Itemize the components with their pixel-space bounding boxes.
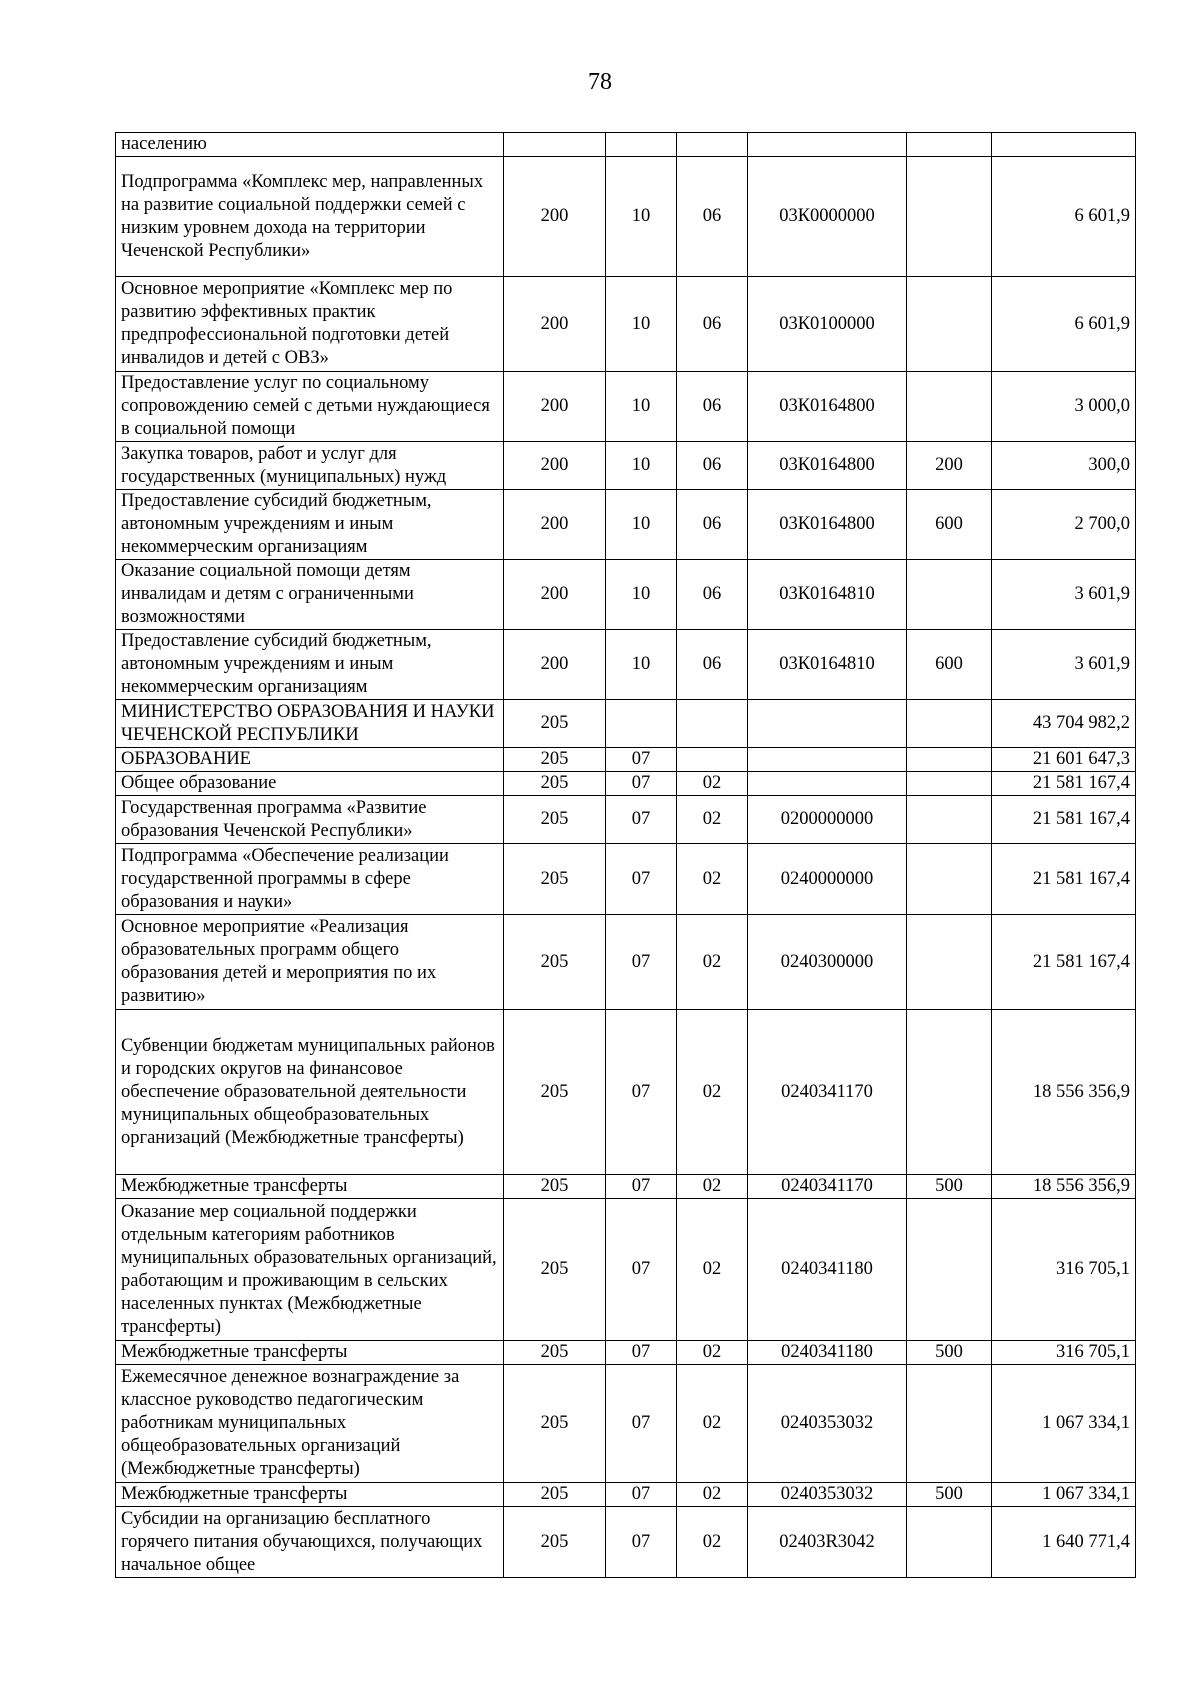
row-subsection: 02 (677, 1365, 748, 1483)
row-type (907, 700, 992, 748)
row-section: 07 (606, 772, 677, 796)
row-subsection: 06 (677, 630, 748, 700)
table-row (116, 1175, 1136, 1199)
table-row (116, 442, 1136, 490)
row-subsection: 06 (677, 442, 748, 490)
row-type (907, 915, 992, 1010)
row-code: 200 (504, 157, 606, 277)
row-sum (992, 133, 1136, 157)
row-name: Субвенции бюджетам муниципальных районов и городских округов на финансовое обеспечение образовательной деятельности муниципальных общеобразовательных организаций (Межбюджетные трансферты) (116, 1010, 504, 1175)
row-code: 205 (504, 1199, 606, 1341)
row-target: 03К0164800 (748, 442, 907, 490)
table-row (116, 1341, 1136, 1365)
row-target: 0240000000 (748, 844, 907, 915)
row-name: МИНИСТЕРСТВО ОБРАЗОВАНИЯ И НАУКИ ЧЕЧЕНСКОЙ РЕСПУБЛИКИ (116, 700, 504, 748)
row-subsection: 02 (677, 1341, 748, 1365)
row-section: 07 (606, 844, 677, 915)
row-target: 0240341180 (748, 1341, 907, 1365)
row-code: 200 (504, 490, 606, 560)
row-target: 0240341180 (748, 1199, 907, 1341)
row-name: Подпрограмма «Обеспечение реализации государственной программы в сфере образования и науки» (116, 844, 504, 915)
row-section: 07 (606, 915, 677, 1010)
row-subsection (677, 748, 748, 772)
budget-table (115, 132, 1136, 1578)
row-section: 07 (606, 1341, 677, 1365)
row-code: 205 (504, 1507, 606, 1578)
row-subsection: 06 (677, 372, 748, 442)
row-code: 205 (504, 700, 606, 748)
row-sum: 1 067 334,1 (992, 1365, 1136, 1483)
row-code: 200 (504, 630, 606, 700)
row-sum: 21 581 167,4 (992, 915, 1136, 1010)
row-name: ОБРАЗОВАНИЕ (116, 748, 504, 772)
row-target: 02403R3042 (748, 1507, 907, 1578)
row-code: 205 (504, 748, 606, 772)
row-code: 205 (504, 1175, 606, 1199)
row-sum: 18 556 356,9 (992, 1175, 1136, 1199)
row-section: 07 (606, 1175, 677, 1199)
row-type (907, 372, 992, 442)
row-name: населению (116, 133, 504, 157)
row-subsection: 02 (677, 915, 748, 1010)
row-sum: 1 640 771,4 (992, 1507, 1136, 1578)
row-section (606, 700, 677, 748)
row-name: Межбюджетные трансферты (116, 1175, 504, 1199)
row-section: 10 (606, 630, 677, 700)
row-section: 07 (606, 748, 677, 772)
row-name: Межбюджетные трансферты (116, 1341, 504, 1365)
table-body (116, 133, 1136, 1578)
row-code (504, 133, 606, 157)
row-sum: 21 601 647,3 (992, 748, 1136, 772)
row-sum: 316 705,1 (992, 1341, 1136, 1365)
row-subsection: 02 (677, 772, 748, 796)
table-row (116, 560, 1136, 630)
row-target: 03К0164810 (748, 560, 907, 630)
row-code: 205 (504, 1483, 606, 1507)
table-row (116, 157, 1136, 277)
row-name: Субсидии на организацию бесплатного горячего питания обучающихся, получающих начальное общее (116, 1507, 504, 1578)
row-subsection: 02 (677, 796, 748, 844)
row-target: 03К0100000 (748, 277, 907, 372)
row-type (907, 748, 992, 772)
row-section: 10 (606, 157, 677, 277)
row-code: 205 (504, 844, 606, 915)
row-name: Оказание мер социальной поддержки отдельным категориям работников муниципальных образовательных организаций, работающим и проживающим в сельских населенных пунктах (Межбюджетные трансферты) (116, 1199, 504, 1341)
row-section: 07 (606, 796, 677, 844)
row-section: 10 (606, 490, 677, 560)
row-name: Предоставление услуг по социальному сопровождению семей с детьми нуждающиеся в социальной помощи (116, 372, 504, 442)
table-row (116, 630, 1136, 700)
row-name: Оказание социальной помощи детям инвалидам и детям с ограниченными возможностями (116, 560, 504, 630)
row-code: 200 (504, 277, 606, 372)
row-sum: 43 704 982,2 (992, 700, 1136, 748)
row-target (748, 133, 907, 157)
row-subsection: 02 (677, 1199, 748, 1341)
table-row (116, 1199, 1136, 1341)
row-section: 10 (606, 277, 677, 372)
table-row (116, 844, 1136, 915)
row-section: 10 (606, 372, 677, 442)
table-row (116, 915, 1136, 1010)
row-sum: 3 000,0 (992, 372, 1136, 442)
table-row (116, 372, 1136, 442)
row-code: 205 (504, 1341, 606, 1365)
row-sum: 18 556 356,9 (992, 1010, 1136, 1175)
row-name: Подпрограмма «Комплекс мер, направленных на развитие социальной поддержки семей с низким уровнем дохода на территории Чеченской Республики» (116, 157, 504, 277)
row-type: 600 (907, 490, 992, 560)
row-subsection: 06 (677, 490, 748, 560)
row-section: 10 (606, 442, 677, 490)
row-type (907, 157, 992, 277)
row-name: Основное мероприятие «Реализация образовательных программ общего образования детей и мероприятия по их развитию» (116, 915, 504, 1010)
row-section: 10 (606, 560, 677, 630)
row-sum: 316 705,1 (992, 1199, 1136, 1341)
table-row (116, 748, 1136, 772)
row-type (907, 277, 992, 372)
row-sum: 21 581 167,4 (992, 772, 1136, 796)
row-type (907, 844, 992, 915)
table-row (116, 1483, 1136, 1507)
row-target: 03К0164800 (748, 490, 907, 560)
row-code: 200 (504, 372, 606, 442)
row-subsection: 06 (677, 157, 748, 277)
row-subsection: 02 (677, 1483, 748, 1507)
row-type (907, 1365, 992, 1483)
row-name: Ежемесячное денежное вознаграждение за классное руководство педагогическим работникам муниципальных общеобразовательных организаций (Межбюджетные трансферты) (116, 1365, 504, 1483)
row-target (748, 748, 907, 772)
row-section: 07 (606, 1199, 677, 1341)
row-sum: 300,0 (992, 442, 1136, 490)
table-row (116, 133, 1136, 157)
row-subsection (677, 133, 748, 157)
table-row (116, 700, 1136, 748)
row-type: 600 (907, 630, 992, 700)
row-subsection: 06 (677, 277, 748, 372)
row-sum: 1 067 334,1 (992, 1483, 1136, 1507)
row-type: 200 (907, 442, 992, 490)
row-type (907, 1507, 992, 1578)
row-code: 205 (504, 915, 606, 1010)
row-name: Государственная программа «Развитие образования Чеченской Республики» (116, 796, 504, 844)
row-type (907, 133, 992, 157)
row-type: 500 (907, 1341, 992, 1365)
row-name: Межбюджетные трансферты (116, 1483, 504, 1507)
row-section (606, 133, 677, 157)
row-code: 205 (504, 772, 606, 796)
row-name: Предоставление субсидий бюджетным, автономным учреждениям и иным некоммерческим организациям (116, 490, 504, 560)
row-code: 200 (504, 560, 606, 630)
row-section: 07 (606, 1010, 677, 1175)
row-name: Основное мероприятие «Комплекс мер по развитию эффективных практик предпрофессиональной подготовки детей инвалидов и детей с ОВЗ» (116, 277, 504, 372)
row-subsection: 02 (677, 1507, 748, 1578)
row-section: 07 (606, 1507, 677, 1578)
row-target: 0240353032 (748, 1483, 907, 1507)
row-section: 07 (606, 1365, 677, 1483)
row-type (907, 772, 992, 796)
row-subsection: 02 (677, 1010, 748, 1175)
row-target (748, 772, 907, 796)
row-subsection: 02 (677, 844, 748, 915)
row-type (907, 560, 992, 630)
row-code: 205 (504, 1365, 606, 1483)
row-name: Предоставление субсидий бюджетным, автономным учреждениям и иным некоммерческим организациям (116, 630, 504, 700)
table-row (116, 277, 1136, 372)
row-sum: 3 601,9 (992, 630, 1136, 700)
table-row (116, 1507, 1136, 1578)
row-sum: 3 601,9 (992, 560, 1136, 630)
row-target: 0240341170 (748, 1010, 907, 1175)
row-target (748, 700, 907, 748)
row-target: 0200000000 (748, 796, 907, 844)
row-type: 500 (907, 1483, 992, 1507)
table-row (116, 772, 1136, 796)
row-sum: 6 601,9 (992, 157, 1136, 277)
row-code: 200 (504, 442, 606, 490)
row-target: 03К0164800 (748, 372, 907, 442)
row-section: 07 (606, 1483, 677, 1507)
row-type: 500 (907, 1175, 992, 1199)
table-row (116, 796, 1136, 844)
table-row (116, 490, 1136, 560)
row-type (907, 1199, 992, 1341)
page-number: 78 (588, 69, 612, 95)
row-type (907, 1010, 992, 1175)
row-target: 03К0000000 (748, 157, 907, 277)
row-type (907, 796, 992, 844)
row-sum: 2 700,0 (992, 490, 1136, 560)
row-code: 205 (504, 796, 606, 844)
row-target: 0240353032 (748, 1365, 907, 1483)
row-subsection (677, 700, 748, 748)
row-target: 0240341170 (748, 1175, 907, 1199)
row-name: Закупка товаров, работ и услуг для государственных (муниципальных) нужд (116, 442, 504, 490)
row-sum: 21 581 167,4 (992, 844, 1136, 915)
row-subsection: 02 (677, 1175, 748, 1199)
row-subsection: 06 (677, 560, 748, 630)
row-sum: 6 601,9 (992, 277, 1136, 372)
row-target: 03К0164810 (748, 630, 907, 700)
table-row (116, 1010, 1136, 1175)
row-name: Общее образование (116, 772, 504, 796)
table-row (116, 1365, 1136, 1483)
row-target: 0240300000 (748, 915, 907, 1010)
row-sum: 21 581 167,4 (992, 796, 1136, 844)
row-code: 205 (504, 1010, 606, 1175)
